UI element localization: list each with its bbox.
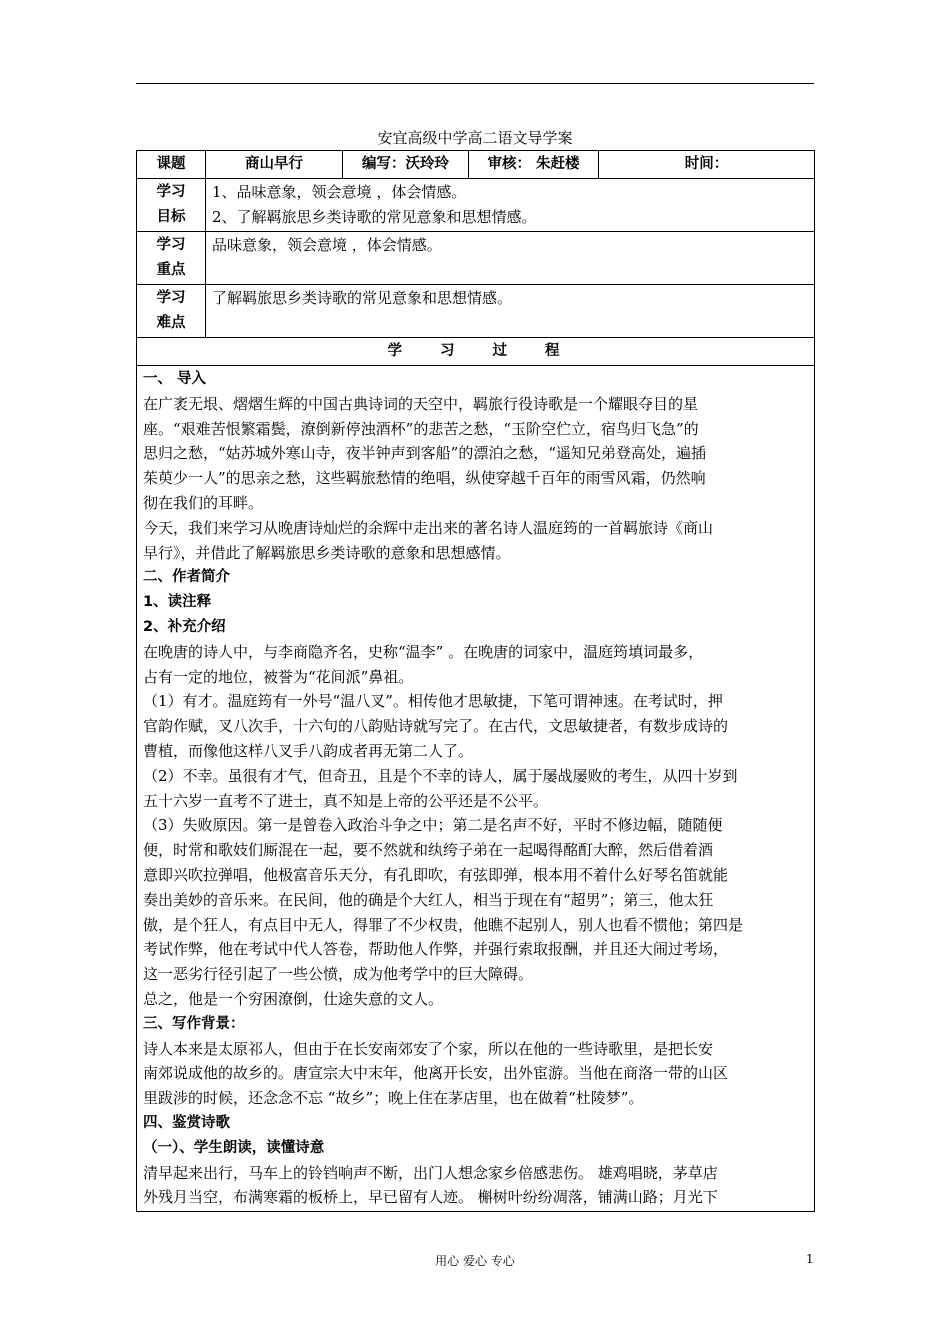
content-line: 考试作弊，他在考试中代人答卷，帮助他人作弊，并强行索取报酬，并且还大闹过考场，: [143, 940, 729, 959]
difficulties-content: 了解羁旅思乡类诗歌的常见意象和思想情感。: [206, 285, 815, 338]
header-rule: [136, 83, 814, 84]
goals-row: [137, 179, 815, 232]
goal-line: 1、品味意象，领会意境 ，体会情感。: [212, 183, 467, 201]
section-heading: 二、作者简介: [143, 569, 230, 586]
content-line: 官韵作赋，叉八次手，十六句的八韵贴诗就写完了。在古代，文思敏捷者，有数步成诗的: [143, 717, 729, 736]
process-title-row: [137, 338, 815, 366]
document-title: 安宜高级中学高二语文导学案: [377, 129, 573, 147]
page-number: 1: [806, 1252, 814, 1266]
content-line: 南郊说成他的故乡的。唐宣宗大中末年，他离开长安，出外宦游。当他在商洛一带的山区: [143, 1064, 729, 1083]
content-line: 傲，是个狂人，有点目中无人，得罪了不少权贵，他瞧不起别人，别人也看不惯他；第四是: [143, 915, 744, 934]
page-footer: 用心 爱心 专心: [435, 1254, 515, 1268]
difficulties-row: [137, 285, 815, 338]
author-cell: 编写：沃玲玲: [343, 151, 469, 179]
content-line: 思归之愁，“姑苏城外寒山寺，夜半钟声到客船”的漂泊之愁，“遥知兄弟登高处，遍插: [143, 444, 707, 463]
reviewer-cell: 审核： 朱赶楼: [469, 151, 599, 179]
difficulties-label: 学习 难点: [137, 285, 206, 338]
goals-label: 学习 目标: [137, 179, 206, 232]
content-line: 外残月当空，布满寒霜的板桥上，早已留有人迹。 槲树叶纷纷凋落，铺满山路；月光下: [143, 1188, 718, 1207]
content-row: [137, 366, 815, 1212]
content-line: 曹植，而像他这样八叉手八韵成者再无第二人了。: [143, 741, 474, 760]
section-heading: 2、补充介绍: [143, 618, 226, 635]
content-line: 占有一定的地位，被誉为“花间派”鼻祖。: [143, 667, 414, 686]
section-heading: 一、 导入: [143, 371, 207, 387]
content-line: 五十六岁一直考不了进士，真不知是上帝的公平还是不公平。: [143, 791, 549, 810]
section-heading: 四、鉴赏诗歌: [143, 1114, 230, 1131]
section-heading: 三、写作背景：: [143, 1015, 245, 1032]
section-heading: 1、读注释: [143, 594, 212, 611]
goals-content: [206, 179, 815, 232]
header-row: [137, 151, 815, 179]
content-line: 奏出美妙的音乐来。在民间，他的确是个大红人，相当于现在有“超男”；第三，他太狂: [143, 890, 714, 909]
content-line: 便，时常和歌妓们厮混在一起，要不然就和纨绔子弟在一起喝得酩酊大醉，然后借着酒: [143, 841, 714, 860]
content-line: 总之，他是一个穷困潦倒，仕途失意的文人。: [143, 989, 444, 1008]
goal-line: 2、了解羁旅思乡类诗歌的常见意象和思想情感。: [212, 208, 537, 226]
topic-value: 商山早行: [206, 151, 343, 179]
content-line: 彻在我们的耳畔。: [143, 493, 264, 512]
content-line: 早行》，并借此了解羁旅思乡类诗歌的意象和思想感情。: [143, 543, 511, 562]
content-line: 在广袤无垠、熠熠生辉的中国古典诗词的天空中，羁旅行役诗歌是一个耀眼夺目的星: [143, 394, 699, 413]
process-title: 学习过程: [137, 338, 815, 366]
key-points-label: 学习 重点: [137, 232, 206, 285]
content-line: （3）失败原因。第一是曾卷入政治斗争之中；第二是名声不好，平时不修边幅，随随便: [143, 816, 723, 835]
lesson-plan-table: [136, 150, 815, 1212]
content-line: 诗人本来是太原祁人，但由于在长安南郊安了个家，所以在他的一些诗歌里，是把长安: [143, 1039, 714, 1058]
content-body: [137, 366, 815, 1212]
content-line: 清早起来出行，马车上的铃铛响声不断，出门人想念家乡倍感悲伤。 雄鸡唱晓，茅草店: [143, 1163, 718, 1182]
content-line: 里跋涉的时候，还念念不忘 “故乡”；晚上住在茅店里，也在做着“杜陵梦”。: [143, 1089, 644, 1108]
content-line: 茱萸少一人”的思亲之愁，这些羁旅愁情的绝唱，纵使穿越千百年的雨雪风霜，仍然响: [143, 469, 706, 488]
key-points-row: [137, 232, 815, 285]
section-heading: （一）、学生朗读，读懂诗意: [143, 1139, 325, 1156]
content-line: 座。“艰难苦恨繁霜鬓，潦倒新停浊酒杯”的悲苦之愁，“玉阶空伫立，宿鸟归飞急”的: [143, 419, 699, 438]
content-line: （2）不幸。虽很有才气，但奇丑，且是个不幸的诗人，属于屡战屡败的考生，从四十岁到: [143, 766, 738, 785]
time-cell: 时间：: [599, 151, 815, 179]
content-line: 今天，我们来学习从晚唐诗灿烂的余辉中走出来的著名诗人温庭筠的一首羁旅诗《商山: [143, 518, 714, 537]
content-line: 这一恶劣行径引起了一些公愤，成为他考学中的巨大障碍。: [143, 965, 534, 984]
content-line: （1）有才。温庭筠有一外号“温八叉”。相传他才思敏捷，下笔可谓神速。在考试时，押: [143, 692, 723, 711]
content-line: 意即兴吹拉弹唱，他极富音乐天分，有孔即吹，有弦即弹，根本用不着什么好琴名笛就能: [143, 865, 729, 884]
content-line: 在晚唐的诗人中，与李商隐齐名，史称“温李” 。在晚唐的词家中，温庭筠填词最多，: [143, 642, 704, 661]
key-points-content: 品味意象，领会意境 ，体会情感。: [206, 232, 815, 285]
topic-label: 课题: [137, 151, 206, 179]
